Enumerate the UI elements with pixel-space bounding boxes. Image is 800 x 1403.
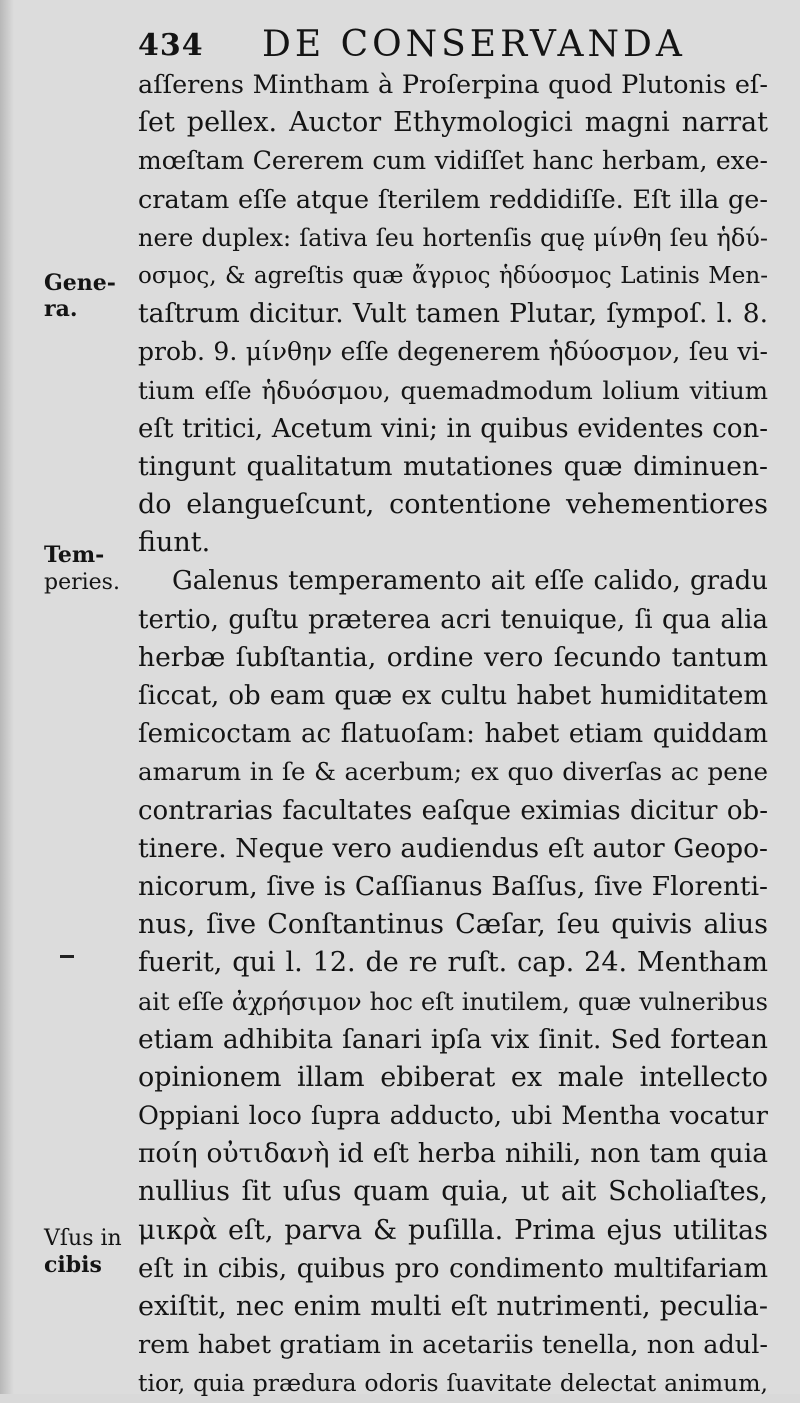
text-line: ait eſſe ἀχρήσιμον hoc eſt inutilem, quæ vulneribus [138,987,768,1016]
stray-ink-mark [60,955,74,958]
text-line: tingunt qualitatum mutationes quæ diminuen- [138,450,768,482]
text-line: cratam eſſe atque ſterilem reddidiſſe. Eſt illa ge- [138,184,768,215]
text-line: ſiccat, ob eam quæ ex cultu habet humiditatem [138,681,768,711]
text-line: tior, quia prædura odoris ſuavitate delectat animum, [138,1369,768,1398]
running-head: DE CONSERVANDA [262,24,686,65]
margin-note-temperies-2: peries. [44,570,120,595]
text-line: tinere. Neque vero audiendus eſt autor Geopo- [138,832,768,864]
text-line: Oppiani loco ſupra adducto, ubi Mentha vocatur [138,1101,768,1132]
text-line: fuerit, qui l. 12. de re ruſt. cap. 24. Mentham [138,947,768,979]
margin-note-genera-1: Gene- [44,270,116,296]
text-line: nicorum, ſive is Caſſianus Baſſus, ſive Florenti- [138,870,768,902]
text-line: tertio, guſtu præterea acri tenuique, ſi qua alia [138,604,768,635]
text-line: taſtrum dicitur. Vult tamen Plutar, ſympoſ. l. 8. [138,298,768,330]
text-line: eſt in cibis, quibus pro condimento multifariam [138,1253,768,1284]
text-line: opinionem illam ebiberat ex male intellecto [138,1061,768,1093]
text-line: prob. 9. μίνθην eſſe degenerem ἡδύοσμον, ſeu vi- [138,337,768,367]
text-line: ποίη οὐτιδανὴ id eſt herba nihili, non tam quia [138,1138,768,1170]
text-line: contrarias facultates eaſque eximias dicitur ob- [138,795,768,826]
text-line: nus, ſive Conſtantinus Cæſar, ſeu quivis alius [138,909,768,941]
text-line: do elangueſcunt, contentione vehementiores [138,489,768,521]
text-line: nere duplex: ſativa ſeu hortenſis quę μίνθη ſeu ἡδύ- [138,223,768,252]
text-line: μικρὰ eſt, parva & puſilla. Prima ejus utilitas [138,1214,768,1246]
text-line: mœſtam Cererem cum vidiſſet hanc herbam, exe- [138,146,768,176]
body-text [138,66,768,1403]
text-line: tium eſſe ἡδυόσμου, quemadmodum lolium vitium [138,375,768,405]
text-line: Galenus temperamento ait eſſe calido, gradu [172,566,768,597]
gutter-shadow [0,0,14,1394]
text-line: exiſtit, nec enim multi eſt nutrimenti, peculia- [138,1291,768,1322]
text-line: rem habet gratiam in acetariis tenella, non adul- [138,1330,768,1361]
text-line: aſſerens Mintham à Proſerpina quod Plutonis eſ- [138,70,768,100]
text-line: nullius ſit uſus quam quia, ut ait Scholiaſtes, [138,1176,768,1208]
page-number: 434 [138,28,204,63]
page-header [138,20,778,68]
margin-note-usus-1: Vſus in [44,1226,122,1251]
text-line: ſet pellex. Auctor Ethymologici magni narrat [138,107,768,139]
text-line: οσμος, & agreſtis quæ ἄγριος ἡδύοσμος Latinis Men- [138,262,768,289]
text-line: herbæ ſubſtantia, ordine vero ſecundo tantum [138,641,768,673]
text-line: amarum in ſe & acerbum; ex quo diverſas ac pene [138,757,768,787]
margin-note-usus-2: cibis [44,1252,102,1278]
text-line: etiam adhibita ſanari ipſa vix ſinit. Sed fortean [138,1023,768,1055]
text-line: ſemicoctam ac flatuoſam: habet etiam quiddam [138,719,768,750]
margin-note-temperies-1: Tem- [44,542,105,568]
text-line: fiunt. [138,527,211,559]
text-line: eſt tritici, Acetum vini; in quibus evidentes con- [138,413,768,444]
margin-note-genera-2: ra. [44,296,78,322]
